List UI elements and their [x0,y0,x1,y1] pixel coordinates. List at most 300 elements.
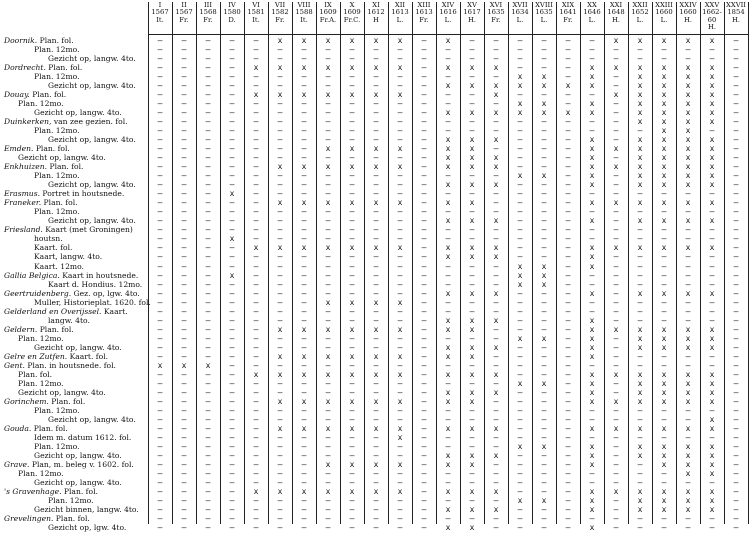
column-header-num: III [203,1,213,9]
absent-dash: — [565,171,571,181]
present-mark: x [589,243,595,253]
absent-dash: — [181,477,187,487]
absent-dash: — [493,477,499,487]
present-mark: x [709,487,715,496]
absent-dash: — [229,126,235,136]
absent-dash: — [637,523,643,533]
absent-dash: — [181,514,187,524]
absent-dash: — [661,477,667,487]
absent-dash: — [493,441,499,451]
absent-dash: — [253,72,259,82]
column-header-ed: L. [540,15,548,24]
present-mark: x [541,378,547,388]
column-header-year: 1634 [511,8,529,17]
absent-dash: — [157,378,163,388]
present-mark: x [661,459,667,469]
absent-dash: — [541,243,547,253]
absent-dash: — [661,315,667,325]
absent-dash: — [157,423,163,433]
absent-dash: — [181,180,187,190]
absent-dash: — [205,342,211,352]
item-description: van zee gezien. fol. [51,117,128,127]
column-header-num: IX [324,1,332,9]
absent-dash: — [397,270,403,280]
absent-dash: — [517,243,523,253]
row-label: Plan. 12mo. [34,405,80,415]
absent-dash: — [253,81,259,91]
column-header [316,2,340,24]
absent-dash: — [421,198,427,208]
present-mark: x [445,423,451,433]
absent-dash: — [325,180,331,190]
absent-dash: — [373,117,379,127]
absent-dash: — [157,99,163,109]
present-mark: x [445,288,451,298]
absent-dash: — [709,306,715,316]
absent-dash: — [253,117,259,127]
absent-dash: — [229,297,235,307]
present-mark: x [493,153,499,163]
absent-dash: — [277,523,283,533]
absent-dash: — [469,225,475,235]
absent-dash: — [445,414,451,424]
present-mark: x [349,162,355,172]
present-mark: x [493,387,499,397]
absent-dash: — [685,297,691,307]
column-header-ed: L. [444,15,452,24]
column-header-num: XII [394,1,406,9]
present-mark: x [469,243,475,253]
absent-dash: — [565,279,571,289]
absent-dash: — [301,505,307,515]
absent-dash: — [397,523,403,533]
absent-dash: — [541,342,547,352]
absent-dash: — [229,360,235,370]
absent-dash: — [445,468,451,478]
row-label: Gezicht op, langw. 4to. [48,414,136,424]
column-header-num: X [349,1,355,9]
absent-dash: — [205,153,211,163]
column-header [364,2,388,24]
absent-dash: — [301,99,307,109]
absent-dash: — [493,144,499,154]
item-description: Kaart. [101,306,128,316]
absent-dash: — [373,216,379,226]
absent-dash: — [469,99,475,109]
present-mark: x [709,369,715,379]
absent-dash: — [493,414,499,424]
absent-dash: — [181,315,187,325]
present-mark: x [493,423,499,433]
absent-dash: — [613,261,619,271]
present-mark: x [565,108,571,118]
absent-dash: — [565,523,571,533]
absent-dash: — [277,468,283,478]
column-header-year: 1660 [655,8,673,17]
column-header-num: XIX [561,1,575,9]
absent-dash: — [325,135,331,145]
absent-dash: — [469,54,475,64]
absent-dash: — [157,243,163,253]
absent-dash: — [229,108,235,118]
present-mark: x [445,135,451,145]
absent-dash: — [613,315,619,325]
row-label: Plan. 12mo. [34,171,80,181]
absent-dash: — [373,315,379,325]
absent-dash: — [157,405,163,415]
absent-dash: — [229,72,235,82]
absent-dash: — [421,261,427,271]
present-mark: x [445,324,451,334]
absent-dash: — [469,90,475,100]
absent-dash: — [157,306,163,316]
present-mark: x [469,450,475,460]
absent-dash: — [445,90,451,100]
absent-dash: — [517,90,523,100]
absent-dash: — [589,279,595,289]
present-mark: x [637,487,643,496]
absent-dash: — [373,450,379,460]
present-mark: x [589,396,595,406]
absent-dash: — [565,216,571,226]
present-mark: x [589,63,595,73]
absent-dash: — [541,523,547,533]
row-label: Gezicht op, langw. 4to. [34,108,122,118]
absent-dash: — [277,72,283,82]
absent-dash: — [517,360,523,370]
absent-dash: — [733,261,739,271]
absent-dash: — [157,54,163,64]
absent-dash: — [541,288,547,298]
absent-dash: — [157,180,163,190]
absent-dash: — [229,180,235,190]
absent-dash: — [397,477,403,487]
absent-dash: — [541,90,547,100]
absent-dash: — [373,81,379,91]
absent-dash: — [565,225,571,235]
absent-dash: — [181,441,187,451]
column-header-ed: It. [300,15,308,24]
present-mark: x [709,459,715,469]
absent-dash: — [541,369,547,379]
present-mark: x [493,252,499,262]
absent-dash: — [517,54,523,64]
column-header-year: 1635 [487,8,505,17]
present-mark: x [637,108,643,118]
row-label: Plan. 12mo. [34,45,80,55]
present-mark: x [685,243,691,253]
absent-dash: — [469,496,475,506]
present-mark: x [373,369,379,379]
present-mark: x [253,369,259,379]
absent-dash: — [517,450,523,460]
column-header-year: 1617 [463,8,481,17]
absent-dash: — [253,180,259,190]
absent-dash: — [565,396,571,406]
absent-dash: — [685,414,691,424]
present-mark: x [397,144,403,154]
absent-dash: — [493,306,499,316]
absent-dash: — [229,171,235,181]
absent-dash: — [253,432,259,442]
column-header-year: 1854 [727,8,745,17]
absent-dash: — [301,189,307,199]
absent-dash: — [229,496,235,506]
absent-dash: — [469,405,475,415]
column-header-ed: L. [660,15,668,24]
absent-dash: — [541,405,547,415]
present-mark: x [613,324,619,334]
present-mark: x [541,441,547,451]
present-mark: x [685,423,691,433]
column-header [412,2,436,24]
present-mark: x [709,117,715,127]
absent-dash: — [325,523,331,533]
absent-dash: — [157,496,163,506]
column-header-num: XXII [632,1,648,9]
absent-dash: — [589,54,595,64]
column-header-ed: Fr. [275,15,285,24]
absent-dash: — [301,171,307,181]
present-mark: x [229,234,235,244]
present-mark: x [685,63,691,73]
absent-dash: — [661,360,667,370]
absent-dash: — [301,81,307,91]
absent-dash: — [493,496,499,506]
absent-dash: — [325,505,331,515]
present-mark: x [661,342,667,352]
absent-dash: — [157,153,163,163]
absent-dash: — [205,324,211,334]
absent-dash: — [541,207,547,217]
absent-dash: — [541,396,547,406]
absent-dash: — [421,423,427,433]
absent-dash: — [733,441,739,451]
absent-dash: — [517,234,523,244]
absent-dash: — [205,487,211,496]
absent-dash: — [349,468,355,478]
absent-dash: — [733,162,739,172]
column-header-num: XV [467,1,477,9]
present-mark: x [493,180,499,190]
absent-dash: — [277,207,283,217]
present-mark: x [709,72,715,82]
absent-dash: — [253,360,259,370]
absent-dash: — [541,252,547,262]
present-mark: x [709,505,715,515]
absent-dash: — [397,279,403,289]
present-mark: x [589,459,595,469]
place-name: Geldern. [4,324,38,334]
absent-dash: — [445,171,451,181]
present-mark: x [445,243,451,253]
absent-dash: — [301,261,307,271]
absent-dash: — [349,216,355,226]
absent-dash: — [253,153,259,163]
present-mark: x [661,162,667,172]
absent-dash: — [253,423,259,433]
absent-dash: — [157,396,163,406]
absent-dash: — [613,279,619,289]
absent-dash: — [733,270,739,280]
present-mark: x [637,135,643,145]
absent-dash: — [253,171,259,181]
absent-dash: — [637,405,643,415]
present-mark: x [613,487,619,496]
absent-dash: — [301,459,307,469]
column-header-ed: Fr. [203,15,213,24]
absent-dash: — [661,432,667,442]
present-mark: x [685,90,691,100]
present-mark: x [181,360,187,370]
present-mark: x [325,324,331,334]
present-mark: x [325,297,331,307]
absent-dash: — [565,496,571,506]
absent-dash: — [469,207,475,217]
present-mark: x [709,198,715,208]
place-name: Enkhuizen. [4,162,48,172]
absent-dash: — [541,315,547,325]
absent-dash: — [205,189,211,199]
absent-dash: — [397,342,403,352]
absent-dash: — [181,505,187,515]
absent-dash: — [661,514,667,524]
present-mark: x [661,423,667,433]
absent-dash: — [421,405,427,415]
absent-dash: — [613,108,619,118]
absent-dash: — [589,405,595,415]
item-description: Plan. fol. [41,198,78,208]
absent-dash: — [661,351,667,361]
column-header-num: XVIII [535,1,553,9]
present-mark: x [445,144,451,154]
row-label [4,36,74,45]
absent-dash: — [733,198,739,208]
absent-dash: — [229,423,235,433]
absent-dash: — [205,333,211,343]
column-header [580,2,604,24]
absent-dash: — [589,36,595,45]
absent-dash: — [517,432,523,442]
absent-dash: — [733,36,739,45]
present-mark: x [709,144,715,154]
present-mark: x [589,99,595,109]
absent-dash: — [421,63,427,73]
absent-dash: — [325,306,331,316]
present-mark: x [301,90,307,100]
absent-dash: — [469,441,475,451]
absent-dash: — [157,505,163,515]
present-mark: x [517,441,523,451]
present-mark: x [661,90,667,100]
present-mark: x [517,496,523,506]
row-label: Gezicht op, langw. 4to. [18,387,106,397]
absent-dash: — [685,45,691,55]
present-mark: x [493,243,499,253]
absent-dash: — [181,243,187,253]
absent-dash: — [493,189,499,199]
present-mark: x [301,162,307,172]
present-mark: x [445,108,451,118]
absent-dash: — [565,505,571,515]
absent-dash: — [613,225,619,235]
absent-dash: — [565,432,571,442]
absent-dash: — [589,117,595,127]
absent-dash: — [253,414,259,424]
absent-dash: — [589,432,595,442]
absent-dash: — [517,523,523,533]
present-mark: x [685,450,691,460]
present-mark: x [325,369,331,379]
absent-dash: — [325,153,331,163]
present-mark: x [613,243,619,253]
absent-dash: — [301,387,307,397]
absent-dash: — [157,342,163,352]
absent-dash: — [301,288,307,298]
absent-dash: — [157,252,163,262]
absent-dash: — [373,225,379,235]
present-mark: x [613,63,619,73]
absent-dash: — [421,252,427,262]
absent-dash: — [277,333,283,343]
absent-dash: — [397,108,403,118]
absent-dash: — [205,180,211,190]
absent-dash: — [493,360,499,370]
absent-dash: — [733,360,739,370]
present-mark: x [349,369,355,379]
absent-dash: — [493,378,499,388]
present-mark: x [637,81,643,91]
absent-dash: — [277,414,283,424]
absent-dash: — [373,207,379,217]
place-name: Franeker. [4,198,42,208]
absent-dash: — [541,135,547,145]
absent-dash: — [301,378,307,388]
absent-dash: — [253,36,259,45]
absent-dash: — [157,81,163,91]
present-mark: x [349,351,355,361]
absent-dash: — [421,288,427,298]
row-label: Gezicht op, langw. 4to. [48,180,136,190]
absent-dash: — [253,297,259,307]
column-header [604,2,628,24]
absent-dash: — [517,135,523,145]
column-header [484,2,508,24]
present-mark: x [517,81,523,91]
absent-dash: — [661,207,667,217]
column-header-year: 1660 [679,8,697,17]
absent-dash: — [493,207,499,217]
absent-dash: — [517,162,523,172]
absent-dash: — [397,441,403,451]
absent-dash: — [181,126,187,136]
present-mark: x [589,216,595,226]
present-mark: x [685,496,691,506]
present-mark: x [637,72,643,82]
absent-dash: — [637,360,643,370]
row-label: Gezicht op, langw. 4to. [34,342,122,352]
column-header-year: 1609 [343,8,361,17]
absent-dash: — [469,432,475,442]
absent-dash: — [421,45,427,55]
column-header-year: 1588 [295,8,313,17]
absent-dash: — [181,108,187,118]
column-header [556,2,580,24]
column-header [196,2,220,24]
absent-dash: — [301,72,307,82]
absent-dash: — [733,496,739,506]
place-name: Erasmus. [4,189,40,199]
